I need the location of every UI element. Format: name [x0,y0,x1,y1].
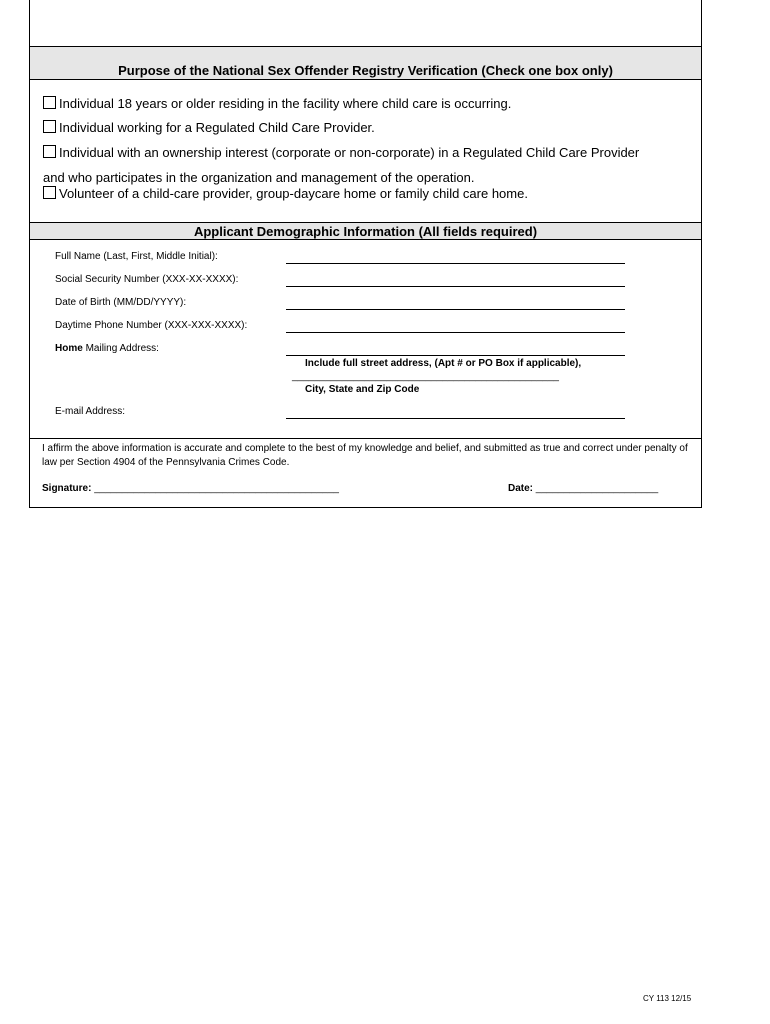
demographics-section-title: Applicant Demographic Information (All fields required) [30,222,701,240]
full-name-label: Full Name (Last, First, Middle Initial): [55,251,218,262]
affirmation-text: I affirm the above information is accurate and complete to the best of my knowledge and belief, and submitted as true and correct under penalty of law per Section 4904 of the Pennsylvania Crimes Code. [42,443,688,468]
option-label: Individual working for a Regulated Child Care Provider. [59,120,375,135]
ssn-label: Social Security Number (XXX-XX-XXXX): [55,274,239,285]
mailing-address-label [55,343,159,354]
full-name-field[interactable] [286,263,625,264]
checkbox-icon[interactable] [43,186,56,199]
mailing-label: Mailing Address: [82,343,159,354]
option-label: Individual with an ownership interest (corporate or non-corporate) in a Regulated Child Care Provider [59,145,640,160]
dob-field[interactable] [286,309,625,310]
option-ownership[interactable] [43,145,639,160]
address-line-2[interactable]: ________________________________________________ [292,371,559,382]
phone-field[interactable] [286,332,625,333]
option-worker[interactable] [43,120,375,135]
signature-label: Signature: [42,483,95,494]
option-label: Individual 18 years or older residing in the facility where child care is occurring. [59,96,512,111]
top-blank-box [30,0,701,47]
dob-label: Date of Birth (MM/DD/YYYY): [55,297,187,308]
ssn-field[interactable] [286,286,625,287]
signature-row[interactable] [42,483,339,494]
option-volunteer[interactable] [43,186,528,201]
registry-form [29,0,702,508]
option-resident[interactable] [43,96,511,111]
home-label: Home [55,343,83,354]
date-row[interactable] [508,483,658,494]
form-code: CY 113 12/15 [643,994,692,1003]
address-note: Include full street address, (Apt # or PO Box if applicable), [305,358,582,369]
signature-line[interactable]: ____________________________________________ [94,483,339,494]
checkbox-icon[interactable] [43,96,56,109]
section-divider [30,438,701,439]
checkbox-icon[interactable] [43,120,56,133]
option-ownership-continuation: and who participates in the organization and management of the operation. [43,170,475,185]
checkbox-icon[interactable] [43,145,56,158]
email-label: E-mail Address: [55,406,126,417]
purpose-section-title: Purpose of the National Sex Offender Registry Verification (Check one box only) [30,46,701,80]
phone-label: Daytime Phone Number (XXX-XXX-XXXX): [55,320,248,331]
option-label: Volunteer of a child-care provider, group-daycare home or family child care home. [59,186,528,201]
email-field[interactable] [286,418,625,419]
date-line[interactable]: ______________________ [535,483,659,494]
mailing-address-field[interactable] [286,355,625,356]
date-label: Date: [508,483,536,494]
city-state-zip-note: City, State and Zip Code [305,384,420,395]
